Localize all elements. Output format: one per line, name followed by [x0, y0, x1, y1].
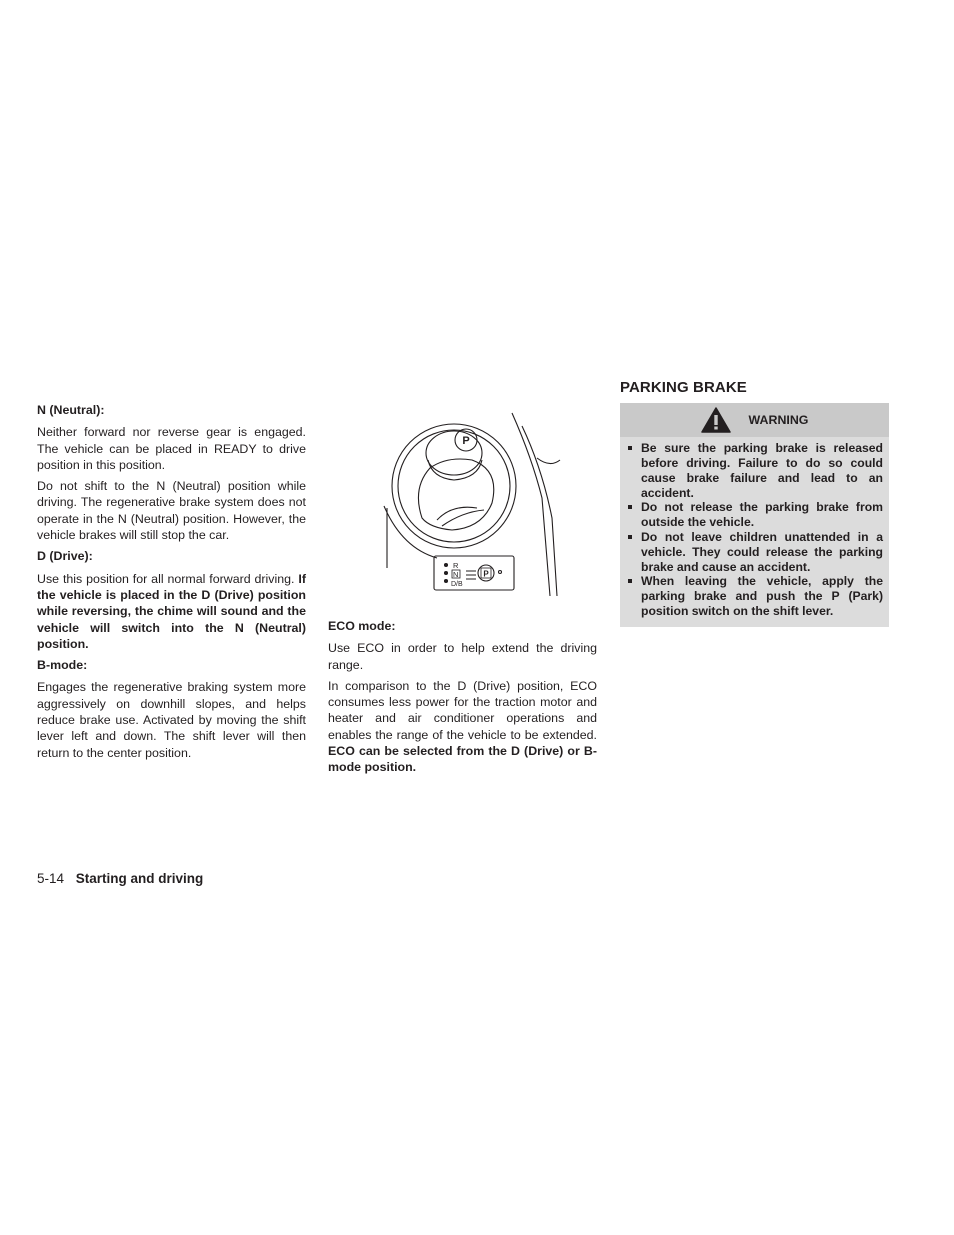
- eco-text-normal: In comparison to the D (Drive) position, ECO consumes less power for the traction motor and heater and air conditioner operations and enables the range of the vehicle to be extended.: [328, 678, 597, 742]
- neutral-paragraph-1: Neither forward nor reverse gear is engaged. The vehicle can be placed in READY to drive position in this position.: [37, 425, 306, 472]
- warning-item: Do not release the parking brake from outside the vehicle.: [626, 500, 883, 530]
- middle-column: [328, 618, 597, 781]
- warning-header: [620, 403, 889, 437]
- warning-label: WARNING: [748, 413, 809, 428]
- eco-paragraph-2: [328, 678, 597, 776]
- drive-paragraph: [37, 571, 306, 652]
- warning-triangle-icon: [701, 407, 731, 433]
- left-column: [37, 402, 306, 766]
- warning-box: [620, 403, 889, 627]
- bmode-paragraph: Engages the regenerative braking system more aggressively on downhill slopes, and helps reduce brake use. Activated by moving the shift lever left and down. The shift lever will then return to the center position.: [37, 680, 306, 760]
- indicator-n: N: [453, 570, 459, 579]
- page-footer: [37, 871, 203, 886]
- indicator-p: P: [483, 569, 489, 579]
- warning-list: [620, 437, 889, 627]
- warning-item: When leaving the vehicle, apply the parking brake and push the P (Park) position switch on the shift lever.: [626, 574, 883, 618]
- knob-p-label: P: [462, 435, 470, 447]
- eco-text-bold: ECO can be selected from the D (Drive) or B-mode position.: [328, 744, 597, 775]
- eco-heading: ECO mode:: [328, 619, 396, 633]
- warning-item: Do not leave children unattended in a vehicle. They could release the parking brake and cause an accident.: [626, 530, 883, 574]
- right-column: [620, 380, 889, 627]
- section-name: Starting and driving: [75, 871, 204, 886]
- shift-lever-illustration: [382, 408, 582, 603]
- drive-text-normal: Use this position for all normal forward driving.: [37, 571, 295, 586]
- drive-text-bold: If the vehicle is placed in the D (Drive) position while reversing, the chime will sound and the vehicle will switch into the N (Neutral) position.: [37, 571, 306, 651]
- indicator-r: R: [453, 561, 459, 570]
- indicator-db: D/B: [451, 581, 463, 588]
- neutral-paragraph-2: Do not shift to the N (Neutral) position while driving. The regenerative brake system does not operate in the N (Neutral) position. However, the vehicle brakes will still stop the car.: [37, 479, 306, 543]
- bmode-heading: B-mode:: [37, 658, 88, 673]
- drive-heading: D (Drive):: [37, 549, 93, 564]
- section-title: PARKING BRAKE: [620, 379, 747, 396]
- eco-paragraph-1: Use ECO in order to help extend the driving range.: [328, 641, 597, 672]
- neutral-heading: N (Neutral):: [37, 403, 105, 417]
- warning-item: Be sure the parking brake is released before driving. Failure to do so could cause brake failure and lead to an accident.: [626, 441, 883, 500]
- page-number: 5-14: [37, 871, 65, 886]
